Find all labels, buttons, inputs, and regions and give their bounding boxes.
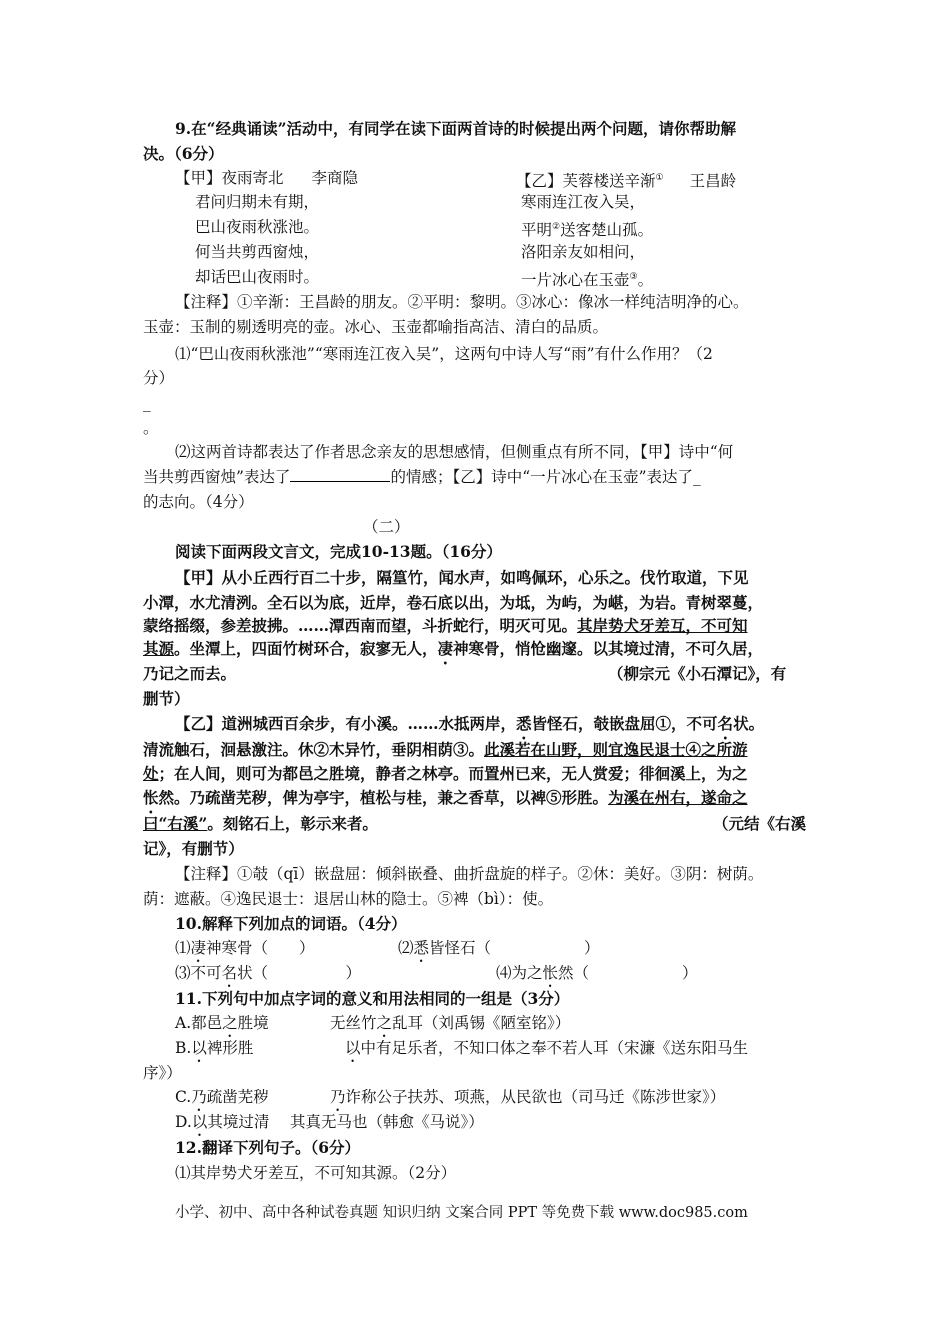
passage-a-line: 删节） — [143, 689, 190, 708]
passage-b-underlined: 此溪若在山野，则宜逸民退士④之所游 — [484, 740, 748, 759]
q11-option-b-compare: 以中有足乐者，不知口体之奉不若人耳（宋濂《送东阳马生 — [345, 1039, 749, 1057]
q11-option-b[interactable]: B.以裨形胜 — [175, 1039, 254, 1057]
passage-b-underlined: 曰“右溪” — [143, 814, 208, 833]
passage-a-line: 蒙络摇缀，参差披拂。……潭西南而望，斗折蛇行，明灭可见。其岸势犬牙差互，不可知 — [143, 616, 748, 635]
passage-a-line: 乃记之而去。 — [143, 664, 237, 683]
q9-notes-line2: 玉壶：玉制的剔透明亮的壶。冰心、玉壶都喻指高洁、清白的品质。 — [143, 318, 609, 336]
poem-a-line: 巴山夜雨秋涨池。 — [195, 218, 320, 236]
q11-option-c-compare: 乃诈称公子扶苏、项燕，从民欲也（司马迁《陈涉世家》） — [330, 1088, 726, 1106]
passage-b-line: 曰“右溪”。刻铭石上，彰示来者。 — [143, 814, 378, 833]
passage-b-line: 记》，有删节） — [143, 839, 244, 858]
passage-b-underlined: 处 — [143, 764, 159, 783]
passage-b-underlined: 为溪在州右，遂命之 — [608, 788, 748, 807]
q11-option-d[interactable]: D.以其境过清 — [175, 1113, 270, 1131]
q11-option-a[interactable]: A.都邑之胜境 — [175, 1014, 269, 1032]
q10-title: 10.解释下列加点的词语。（4分） — [175, 914, 407, 933]
passage-a-underlined: 其岸势犬牙差互，不可知 — [577, 616, 748, 635]
q9-sub2-line2: 当共剪西窗烛”表达了 的情感；【乙】诗中“一片冰心在玉壶”表达了_ — [143, 468, 701, 486]
passage-a-underlined: 其源 — [143, 639, 175, 658]
dotted-word: 怅 — [143, 788, 159, 807]
poem-a-line: 却话巴山夜雨时。 — [195, 268, 320, 286]
q9-notes-line1: 【注释】①辛渐：王昌龄的朋友。②平明：黎明。③冰心：像冰一样纯洁明净的心。 — [175, 293, 749, 311]
poem-b-note-mark: ③ — [629, 272, 638, 282]
q11-option-b-cont: 序》） — [143, 1064, 182, 1082]
poem-b-title-note: ① — [655, 173, 664, 183]
poem-a-title: 【甲】夜雨寄北 — [175, 169, 284, 187]
q9-sub2-line1: ⑵这两首诗都表达了作者思念亲友的思想感情，但侧重点有所不同，【甲】诗中“何 — [175, 443, 734, 461]
passage-b-source: （元结《右溪 — [713, 814, 807, 833]
passage-a-line: 小潭，水尤清洌。全石以为底，近岸，卷石底以出，为坻，为屿，为嵁，为岩。青树翠蔓， — [143, 593, 764, 612]
q11-option-d-compare: 其真无马也（韩愈《马说》） — [290, 1113, 484, 1131]
passage-a-source: （柳宗元《小石潭记》，有 — [608, 664, 787, 683]
q10-item-4[interactable]: ⑷为之怅然（ ） — [496, 964, 698, 982]
poem-a-heading — [175, 167, 358, 189]
passage-b-notes: 【注释】①攲（qī）嵌盘屈：倾斜嵌叠、曲折盘旋的样子。②休：美好。③阴：树荫。 — [175, 865, 764, 883]
q12-title: 12.翻译下列句子。（6分） — [175, 1138, 361, 1157]
q9-sub2-blank[interactable] — [290, 467, 390, 482]
passage-b-line: 【乙】道洲城西百余步，有小溪。……水抵两岸，悉皆怪石，攲嵌盘屈①，不可名状。 — [175, 714, 765, 733]
q9-stem-line2: 决。（6分） — [143, 144, 224, 163]
passage-b-notes: 荫：遮蔽。④逸民退士：退居山林的隐士。⑤裨（bì）：使。 — [143, 890, 554, 908]
dotted-word: 名 — [717, 714, 734, 733]
q9-answer-blank[interactable]: _ — [143, 394, 151, 412]
poem-a-line: 君问归期未有期， — [195, 193, 320, 211]
q9-sub2-line3: 的志向。（4分） — [143, 493, 254, 511]
section-intro: 阅读下面两段文言文，完成10-13题。（16分） — [175, 542, 502, 561]
dotted-word: 凄 — [437, 639, 454, 658]
poem-b-heading — [516, 167, 736, 192]
q11-title: 11.下列句中加点字词的意义和用法相同的一组是（3分） — [175, 989, 570, 1008]
poem-b-author: 王昌龄 — [689, 172, 737, 191]
footer-text: 小学、初中、高中各种试卷真题 知识归纳 文案合同 PPT 等免费下载 www.doc985.com — [175, 1205, 748, 1221]
q9-sub1-line1: ⑴“巴山夜雨秋涨池”“寒雨连江夜入吴”，这两句中诗人写“雨”有什么作用？（2 — [175, 345, 713, 363]
q11-option-a-compare: 无丝竹之乱耳（刘禹锡《陋室铭》） — [330, 1014, 571, 1032]
poem-b-note-mark: ② — [552, 222, 561, 232]
q12-item-1: ⑴其岸势犬牙差互，不可知其源。（2分） — [175, 1164, 457, 1182]
poem-a-line: 何当共剪西窗烛， — [195, 243, 320, 261]
section-title: （二） — [363, 518, 410, 536]
q11-option-c[interactable]: C.乃疏凿芜秽 — [175, 1088, 269, 1106]
poem-b-line: 洛阳亲友如相问， — [521, 243, 646, 261]
q10-item-3[interactable]: ⑶不可名状（ ） — [175, 964, 362, 982]
poem-b-title: 【乙】芙蓉楼送辛渐 — [516, 172, 656, 191]
passage-b-line: 清流触石，洄悬激注。休②木异竹，垂阴相荫③。此溪若在山野，则宜逸民退士④之所游 — [143, 740, 748, 759]
q10-item-2[interactable]: ⑵悉皆怪石（ ） — [398, 939, 600, 957]
q9-stem-line1: 9.在“经典诵读”活动中，有同学在读下面两首诗的时候提出两个问题，请你帮助解 — [175, 119, 737, 138]
poem-b-line: 一片冰心在玉壶③。 — [521, 271, 654, 290]
dotted-word: 悉 — [516, 714, 532, 733]
poem-b-line: 寒雨连江夜入吴， — [521, 193, 646, 211]
passage-b-line: 处；在人间，则可为都邑之胜境，静者之林亭。而置州已来，无人赏爱；徘徊溪上，为之 — [143, 764, 748, 783]
poem-b-line: 平明②送客楚山孤。 — [521, 221, 654, 240]
passage-a-line: 其源。坐潭上，四面竹树环合，寂寥无人，凄神寒骨，悄怆幽邃。以其境过清，不可久居， — [143, 639, 764, 658]
passage-a-line: 【甲】从小丘西行百二十步，隔篁竹，闻水声，如鸣佩环，心乐之。伐竹取道，下见 — [175, 568, 749, 587]
poem-a-author: 李商隐 — [311, 169, 359, 187]
q9-sub1-line2: 分） — [143, 369, 175, 387]
passage-b-line: 怅然。乃疏凿芜秽，俾为亭宇，植松与桂，兼之香草，以裨⑤形胜。为溪在州右，遂命之 — [143, 788, 748, 807]
q10-item-1[interactable]: ⑴凄神寒骨（ ） — [175, 939, 315, 957]
q9-answer-end: 。 — [143, 419, 159, 437]
